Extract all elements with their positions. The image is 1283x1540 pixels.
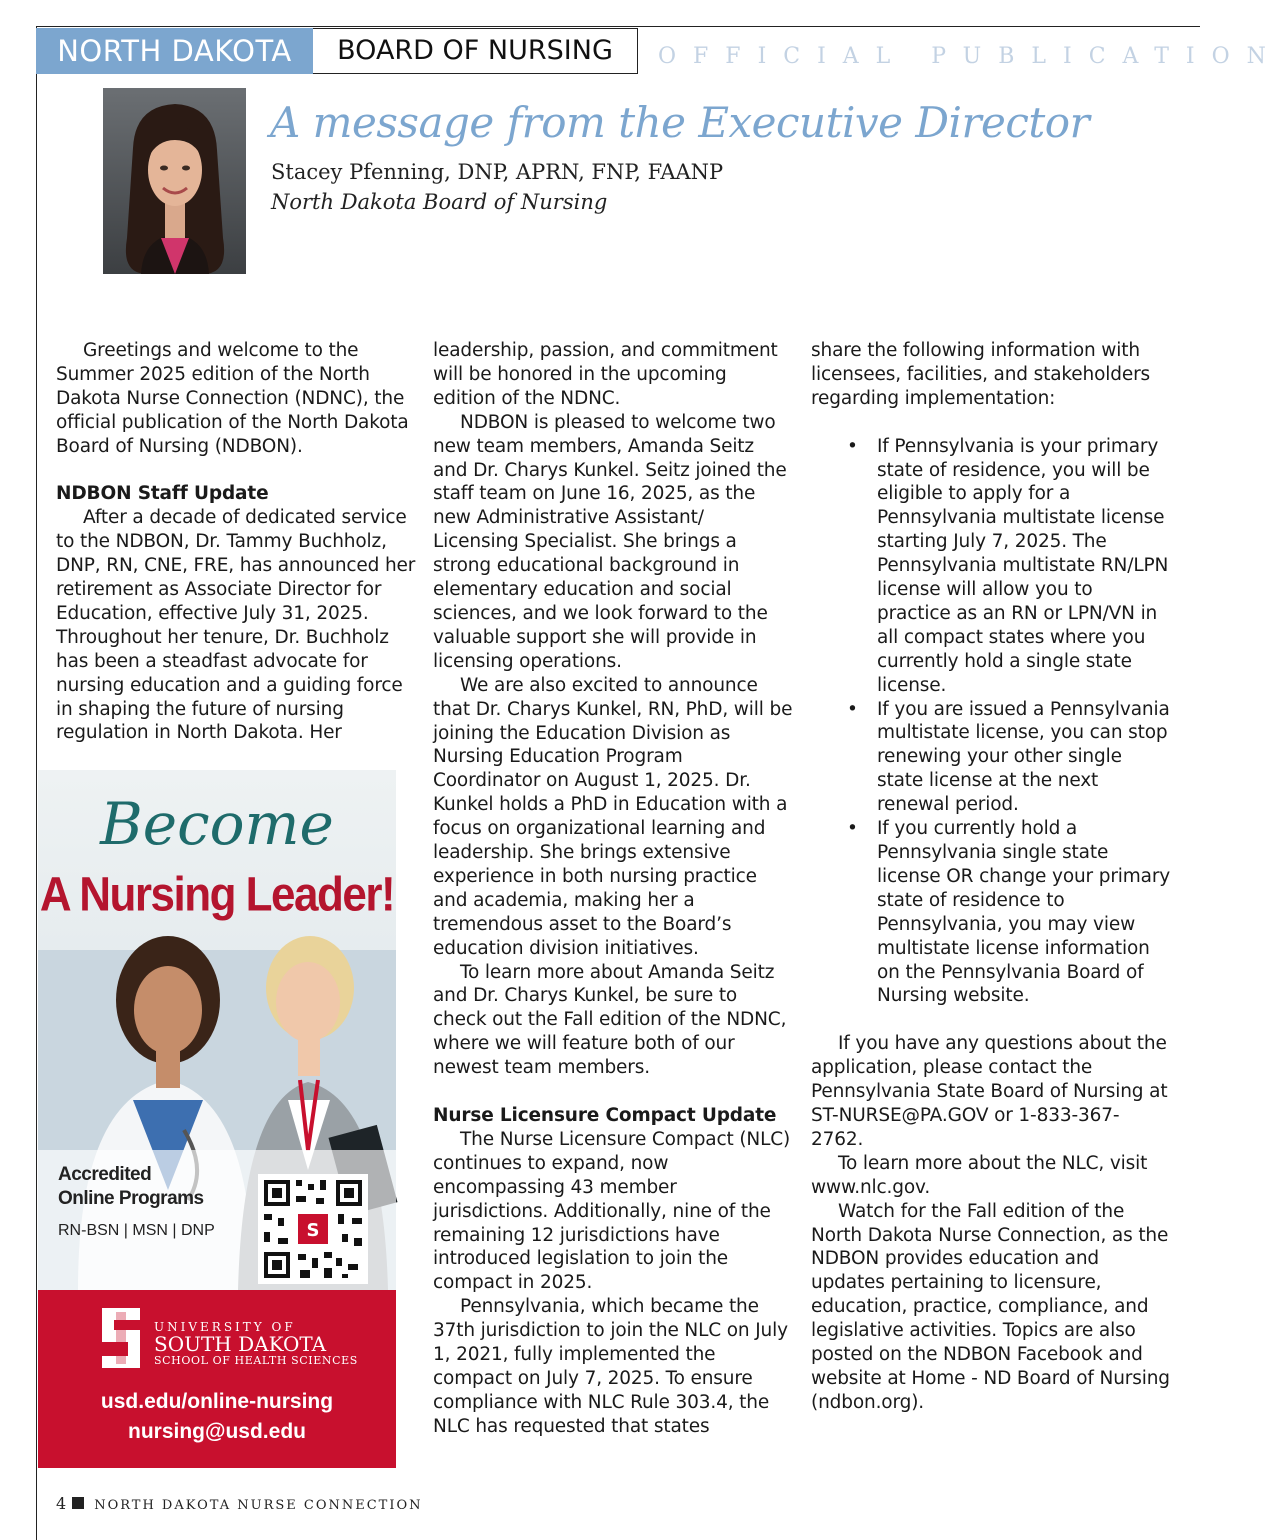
ad-email-link[interactable]: nursing@usd.edu bbox=[128, 1420, 306, 1443]
usd-advertisement[interactable] bbox=[38, 770, 396, 1468]
usd-logo-icon bbox=[96, 1304, 146, 1372]
col3-paragraph-2: If you have any questions about the application, please contact the Pennsylvania State Board of Nursing at ST-NURSE@PA.GOV or 1-833-367-2762. bbox=[811, 1033, 1168, 1150]
article-headline: A message from the Executive Director bbox=[270, 98, 1090, 147]
col2-paragraph-1: leadership, passion, and commitment will be honored in the upcoming edition of the NDNC. bbox=[433, 340, 778, 409]
ad-program-list: RN-BSN | MSN | DNP bbox=[58, 1222, 215, 1239]
ad-school-name: SCHOOL OF HEALTH SCIENCES bbox=[154, 1354, 358, 1367]
col3-paragraph-3: To learn more about the NLC, visit www.nlc.gov. bbox=[811, 1152, 1148, 1198]
ad-accredited: Accredited bbox=[58, 1164, 152, 1185]
bullet-marker: • bbox=[847, 435, 858, 457]
bullet-marker: • bbox=[847, 698, 858, 720]
qr-code-graphic bbox=[258, 1174, 368, 1284]
staff-update-heading: NDBON Staff Update bbox=[56, 483, 269, 505]
bullet-marker: • bbox=[847, 818, 858, 840]
page-number: 4 bbox=[56, 1494, 67, 1513]
masthead-state: NORTH DAKOTA bbox=[36, 28, 313, 74]
col2-paragraph-4: To learn more about Amanda Seitz and Dr. Charys Kunkel, be sure to check out the Fall edition of the NDNC, where we will feature both of our newest team members. bbox=[433, 961, 787, 1079]
bullet-text: If you currently hold a Pennsylvania single state license OR change your primary state of residence to Pennsylvania, you may view multistate license information on the Pennsylvania Board of Nursing website. bbox=[877, 818, 1171, 1007]
ad-become-script: Become bbox=[100, 790, 334, 858]
ad-url-link[interactable]: usd.edu/online-nursing bbox=[100, 1390, 334, 1413]
footer-publication-name: NORTH DAKOTA NURSE CONNECTION bbox=[94, 1498, 423, 1513]
svg-text:S: S bbox=[306, 1220, 320, 1241]
official-publication-label: OFFICIAL PUBLICATION bbox=[658, 44, 1283, 69]
ad-university-of: UNIVERSITY OF bbox=[154, 1320, 296, 1334]
list-item bbox=[811, 698, 1171, 818]
nlc-update-heading: Nurse Licensure Compact Update bbox=[433, 1104, 777, 1126]
masthead-board: BOARD OF NURSING bbox=[313, 28, 638, 74]
col3-paragraph-1: share the following information with licensees, facilities, and stakeholders regarding implementation: bbox=[811, 340, 1151, 409]
pennsylvania-bullet-list bbox=[811, 435, 1171, 1009]
col2-paragraph-5: The Nurse Licensure Compact (NLC) continues to expand, now encompassing 43 member jurisdictions. Additionally, nine of the remaining 12 jurisdictions have introduced legislation to join the compact in 2025. bbox=[433, 1128, 791, 1294]
column-1 bbox=[56, 339, 416, 745]
intro-paragraph: Greetings and welcome to the Summer 2025 edition of the North Dakota Nurse Connection (NDNC), the official publication of the North Dakota Board of Nursing (NDBON). bbox=[56, 340, 409, 457]
page-footer bbox=[56, 1494, 423, 1513]
col2-paragraph-3: We are also excited to announce that Dr. Charys Kunkel, RN, PhD, will be joining the Education Division as Nursing Education Program Coordinator on August 1, 2025. Dr. Kunkel holds a PhD in Education with a focus on organizational learning and leadership. She brings extensive experience in both nursing practice and academia, making her a tremendous asset to the Board’s education division initiatives. bbox=[433, 674, 793, 959]
col3-paragraph-4: Watch for the Fall edition of the North Dakota Nurse Connection, as the NDBON provides education and updates pertaining to licensure, education, practice, compliance, and legislative activities. Topics are also posted on the NDBON Facebook and website at Home - ND Board of Nursing (ndbon.org). bbox=[811, 1200, 1170, 1413]
footer-square-icon bbox=[72, 1497, 84, 1509]
author-organization: North Dakota Board of Nursing bbox=[271, 190, 608, 214]
portrait-illustration bbox=[103, 88, 246, 274]
bullet-text: If Pennsylvania is your primary state of residence, you will be eligible to apply for a Pennsylvania multistate license starting July 7, 2025. The Pennsylvania multistate RN/LPN license will allow you to practice as an RN or LPN/VN in all compact states where you currently hold a single state license. bbox=[877, 435, 1169, 696]
col2-paragraph-2: NDBON is pleased to welcome two new team members, Amanda Seitz and Dr. Charys Kunkel. Seitz joined the staff team on June 16, 2025, as the new Administrative Assistant/ Licensing Specialist. She brings a strong educational background in elementary education and social sciences, and we look forward to the valuable support she will provide in licensing operations. bbox=[433, 411, 787, 672]
ad-headline: A Nursing Leader! bbox=[39, 867, 395, 922]
qr-code-icon[interactable] bbox=[258, 1174, 368, 1284]
left-rule bbox=[36, 26, 37, 1540]
author-byline: Stacey Pfenning, DNP, APRN, FNP, FAANP bbox=[271, 160, 724, 184]
top-rule bbox=[36, 26, 1200, 27]
author-portrait bbox=[103, 88, 246, 274]
ad-online-programs: Online Programs bbox=[58, 1188, 204, 1209]
column-3 bbox=[811, 339, 1171, 1415]
column-2 bbox=[433, 339, 793, 1439]
ad-university-name: SOUTH DAKOTA bbox=[154, 1332, 327, 1356]
bullet-text: If you are issued a Pennsylvania multistate license, you can stop renewing your other single state license at the next renewal period. bbox=[877, 698, 1170, 816]
list-item bbox=[811, 817, 1171, 1008]
col2-paragraph-6: Pennsylvania, which became the 37th jurisdiction to join the NLC on July 1, 2021, fully implemented the compact on July 7, 2025. To ensure compliance with NLC Rule 303.4, the NLC has requested that states bbox=[433, 1296, 788, 1437]
list-item bbox=[811, 435, 1171, 698]
staff-update-paragraph: After a decade of dedicated service to the NDBON, Dr. Tammy Buchholz, DNP, RN, CNE, FRE, has announced her retirement as Associate Director for Education, effective July 31, 2025. Throughout her tenure, Dr. Buchholz has been a steadfast advocate for nursing education and a guiding force in shaping the future of nursing regulation in North Dakota. Her bbox=[56, 507, 416, 744]
